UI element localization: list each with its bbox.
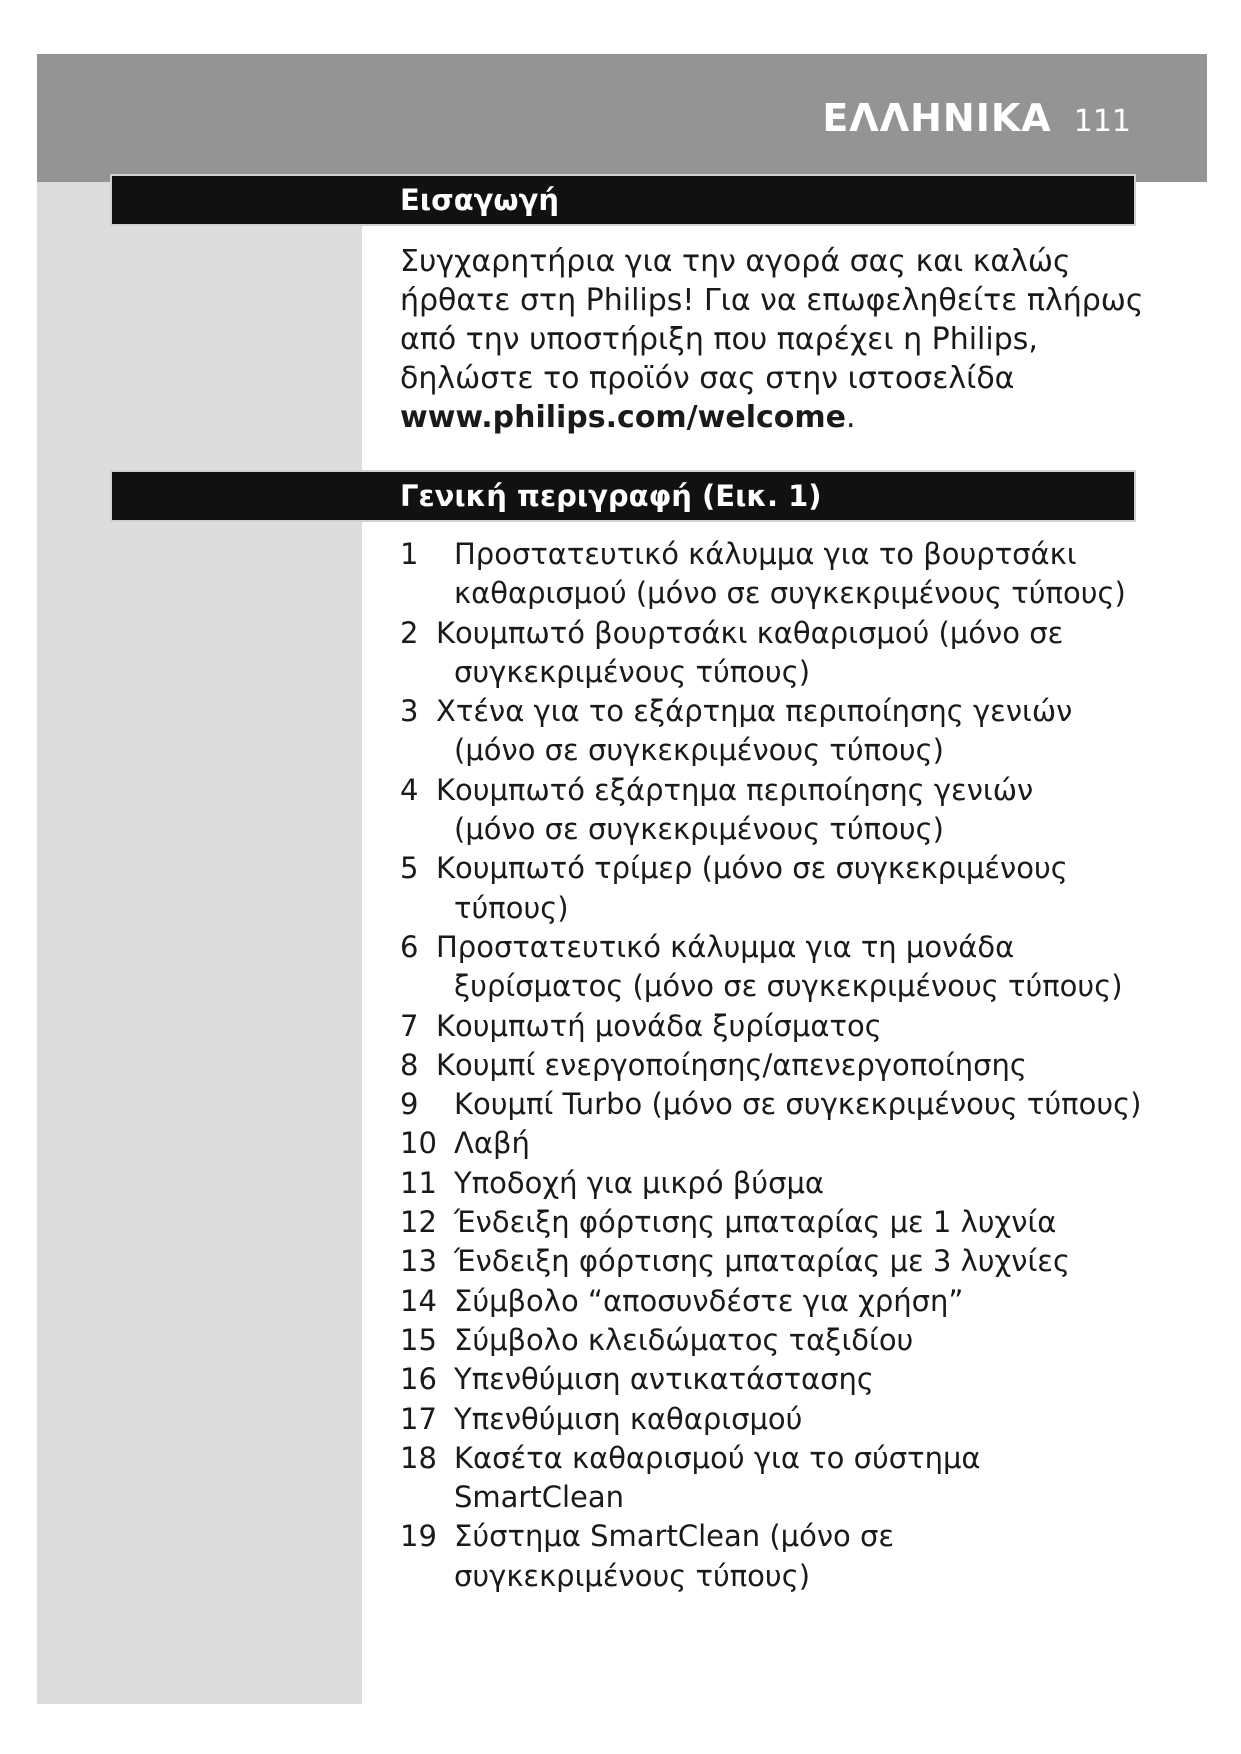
intro-line: Συγχαρητήρια για την αγορά σας και καλώς — [400, 244, 1071, 279]
intro-url-line — [400, 398, 1180, 437]
intro-paragraph — [400, 242, 1180, 437]
list-item-text: Υπενθύμιση καθαρισμού — [454, 1401, 803, 1436]
list-item — [400, 614, 1190, 693]
list-item-text: Κουμπωτή μονάδα ξυρίσματος — [436, 1008, 882, 1043]
list-item-text-continued: ξυρίσματος (μόνο σε συγκεκριμένους τύπους) — [454, 969, 1123, 1004]
list-item-text: Κουμπωτό βουρτσάκι καθαρισμού (μόνο σε — [436, 615, 1064, 650]
parts-list — [400, 535, 1190, 1596]
welcome-url-link[interactable]: www.philips.com/welcome — [400, 400, 846, 435]
list-item-number: 1 — [400, 537, 419, 571]
list-item-text: Σύμβολο “αποσυνδέστε για χρήση” — [454, 1283, 964, 1318]
list-item — [400, 1164, 1190, 1203]
list-item — [400, 1517, 1190, 1596]
intro-line: ήρθατε στη Philips! Για να επωφεληθείτε πλήρως — [400, 283, 1144, 318]
list-item-number: 2 — [400, 615, 419, 650]
list-item — [400, 771, 1190, 850]
list-item-text: Προστατευτικό κάλυμμα για τη μονάδα — [436, 929, 1015, 964]
list-item-text: Λαβή — [454, 1126, 530, 1161]
list-item-text: Κασέτα καθαρισμού για το σύστημα — [454, 1440, 981, 1475]
list-item-text-continued: SmartClean — [454, 1480, 625, 1515]
list-item-number: 18 — [400, 1440, 437, 1475]
list-item — [400, 1321, 1190, 1360]
list-item-number: 8 — [400, 1047, 419, 1082]
list-item — [400, 1007, 1190, 1046]
list-item-number: 14 — [400, 1283, 437, 1318]
list-item-text: Χτένα για το εξάρτημα περιποίησης γενιών — [436, 694, 1073, 729]
list-item — [400, 1360, 1190, 1399]
list-item-number: 11 — [400, 1165, 437, 1200]
list-item — [400, 535, 1190, 614]
list-item-number: 19 — [400, 1519, 437, 1554]
list-item-text: Σύμβολο κλειδώματος ταξιδίου — [454, 1322, 914, 1357]
list-item — [400, 1046, 1190, 1085]
intro-line: από την υποστήριξη που παρέχει η Philips, — [400, 322, 1038, 357]
list-item — [400, 1400, 1190, 1439]
list-item-number: 6 — [400, 929, 419, 964]
list-item-text: Ένδειξη φόρτισης μπαταρίας με 1 λυχνία — [454, 1205, 1057, 1240]
list-item-number: 16 — [400, 1362, 437, 1397]
list-item — [400, 692, 1190, 771]
list-item-text-continued: συγκεκριμένους τύπους) — [454, 654, 811, 689]
list-item-text: Κουμπί Turbo (μόνο σε συγκεκριμένους τύπους) — [454, 1087, 1142, 1122]
list-item-number: 9 — [400, 1087, 419, 1122]
section-title-intro: Εισαγωγή — [400, 183, 559, 217]
list-item — [400, 1124, 1190, 1163]
list-item-number: 7 — [400, 1008, 419, 1043]
intro-line: δηλώστε το προϊόν σας στην ιστοσελίδα — [400, 361, 1015, 396]
section-bar-overview — [110, 470, 1136, 522]
page-header — [822, 96, 1131, 140]
list-item-text: Σύστημα SmartClean (μόνο σε — [454, 1519, 895, 1554]
list-item-number: 10 — [400, 1126, 437, 1161]
list-item-text-continued: (μόνο σε συγκεκριμένους τύπους) — [454, 812, 944, 847]
language-label: ΕΛΛΗΝΙΚΑ — [822, 96, 1052, 140]
list-item — [400, 1203, 1190, 1242]
list-item — [400, 1242, 1190, 1281]
left-margin-band — [37, 182, 362, 1704]
page-number: 111 — [1073, 104, 1131, 139]
list-item-number: 3 — [400, 694, 419, 729]
list-item-text: Κουμπί ενεργοποίησης/απενεργοποίησης — [436, 1047, 1027, 1082]
list-item-number: 15 — [400, 1322, 437, 1357]
section-bar-intro — [110, 174, 1136, 226]
list-item-number: 17 — [400, 1401, 437, 1436]
list-item — [400, 849, 1190, 928]
list-item-number: 5 — [400, 851, 419, 886]
list-item — [400, 928, 1190, 1007]
list-item-text-continued: καθαρισμού (μόνο σε συγκεκριμένους τύπους) — [454, 576, 1126, 611]
list-item-text: Υποδοχή για μικρό βύσμα — [454, 1165, 825, 1200]
list-item-text: Υπενθύμιση αντικατάστασης — [454, 1362, 874, 1397]
list-item-number: 4 — [400, 772, 419, 807]
list-item-number: 13 — [400, 1244, 437, 1279]
list-item-text: Κουμπωτό εξάρτημα περιποίησης γενιών — [436, 772, 1034, 807]
list-item — [400, 1439, 1190, 1518]
section-title-overview: Γενική περιγραφή (Εικ. 1) — [400, 479, 822, 513]
list-item-text-continued: συγκεκριμένους τύπους) — [454, 1558, 811, 1593]
list-item-text-continued: (μόνο σε συγκεκριμένους τύπους) — [454, 733, 944, 768]
list-item-number: 12 — [400, 1205, 437, 1240]
list-item — [400, 1085, 1190, 1124]
list-item-text: Ένδειξη φόρτισης μπαταρίας με 3 λυχνίες — [454, 1244, 1070, 1279]
list-item-text: Προστατευτικό κάλυμμα για το βουρτσάκι — [454, 537, 1077, 571]
url-suffix: . — [846, 400, 856, 435]
list-item-text: Κουμπωτό τρίμερ (μόνο σε συγκεκριμένους — [436, 851, 1068, 886]
list-item — [400, 1282, 1190, 1321]
list-item-text-continued: τύπους) — [454, 890, 569, 925]
